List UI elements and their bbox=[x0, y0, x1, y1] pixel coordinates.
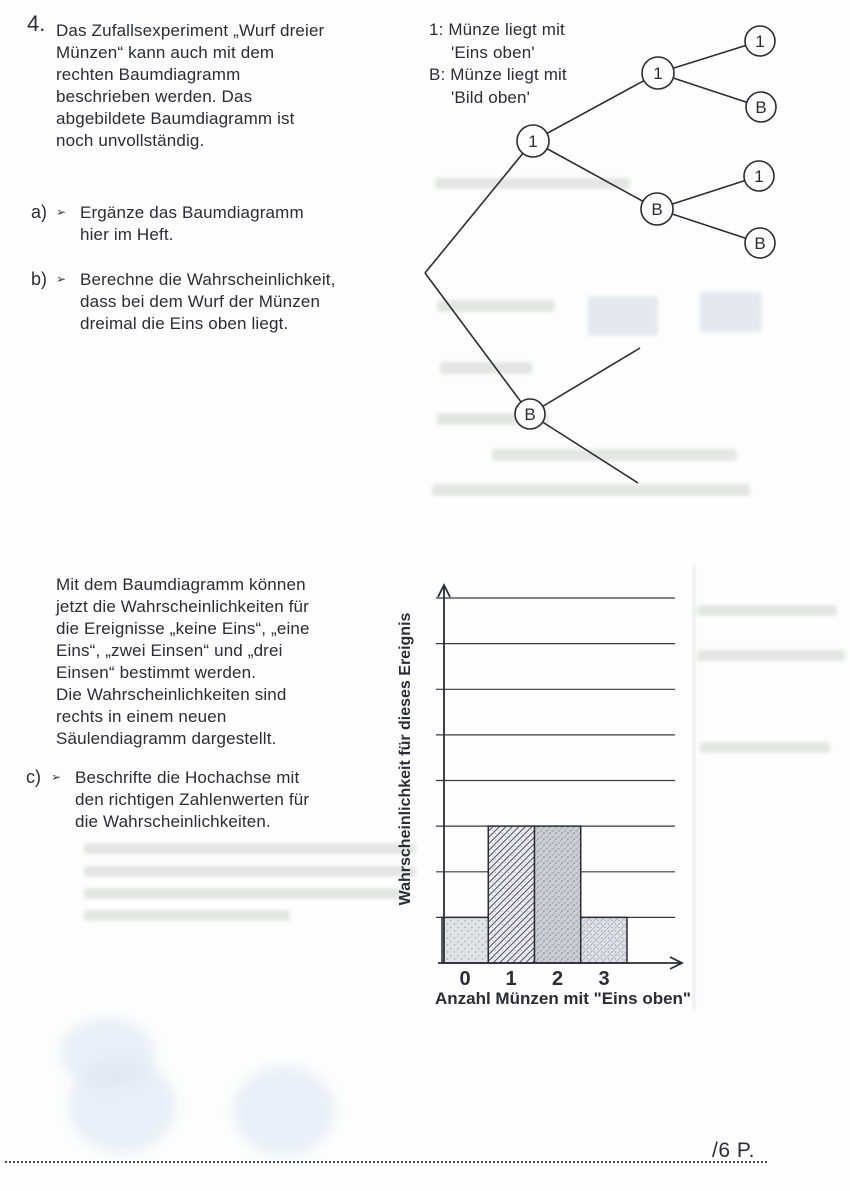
x-tick-label: 0 bbox=[459, 968, 471, 990]
tree-branches bbox=[425, 41, 764, 483]
middle-line: die Ereignisse „keine Eins“, „eine bbox=[56, 619, 310, 638]
tree-node-label: 1 bbox=[653, 64, 663, 83]
intro-line: beschrieben werden. Das bbox=[56, 87, 253, 106]
task-number: 4. bbox=[27, 11, 46, 36]
part-b-label: b) bbox=[31, 269, 48, 289]
tree-node-label: 1 bbox=[528, 132, 538, 151]
bleedthrough-artifact bbox=[84, 843, 416, 854]
intro-line: abgebildete Baumdiagramm ist bbox=[56, 109, 295, 128]
middle-line: Einsen“ bestimmt werden. bbox=[56, 663, 257, 682]
middle-line: Die Wahrscheinlichkeiten sind bbox=[56, 685, 287, 704]
bleedthrough-artifact bbox=[84, 866, 416, 877]
part-c bbox=[26, 767, 309, 833]
part-b bbox=[31, 269, 336, 335]
x-tick-labels bbox=[459, 968, 609, 990]
arrow-bullet-icon: ➢ bbox=[56, 272, 67, 286]
tree-node-label: B bbox=[524, 405, 536, 424]
y-axis-label: Wahrscheinlichkeit für dieses Ereignis bbox=[397, 612, 414, 906]
legend-line: 'Bild oben' bbox=[451, 87, 531, 107]
part-c-line: den richtigen Zahlenwerten für bbox=[75, 790, 310, 809]
middle-paragraph bbox=[56, 574, 310, 750]
middle-line: jetzt die Wahrscheinlichkeiten für bbox=[56, 597, 309, 616]
bleedthrough-artifact bbox=[700, 742, 830, 753]
middle-line: Eins“, „zwei Einsen“ und „drei bbox=[56, 641, 283, 660]
intro-line: rechten Baumdiagramm bbox=[56, 65, 241, 84]
bar-chart bbox=[390, 572, 700, 1012]
bar-1-coin bbox=[488, 826, 534, 963]
bar-2-coins bbox=[535, 826, 581, 963]
x-axis-label: Anzahl Münzen mit "Eins oben" bbox=[434, 989, 692, 1008]
points-label: /6 P. bbox=[712, 1139, 755, 1162]
middle-line: rechts in einem neuen bbox=[56, 707, 227, 726]
part-a bbox=[31, 202, 304, 246]
middle-line: Säulendiagramm dargestellt. bbox=[56, 729, 277, 748]
arrow-bullet-icon: ➢ bbox=[56, 205, 67, 219]
chart-bars bbox=[442, 826, 627, 963]
bleedthrough-artifact bbox=[697, 605, 837, 616]
bleedthrough-artifact bbox=[84, 888, 402, 899]
intro-line: Münzen“ kann auch mit dem bbox=[56, 43, 275, 62]
task-intro bbox=[56, 20, 324, 152]
x-tick-label: 2 bbox=[551, 968, 564, 990]
legend-line: 1: Münze liegt mit bbox=[429, 20, 565, 39]
part-c-line: die Wahrscheinlichkeiten. bbox=[75, 812, 271, 831]
part-a-line: hier im Heft. bbox=[80, 225, 174, 244]
legend-line: 'Eins oben' bbox=[451, 42, 535, 62]
scan-smudge bbox=[233, 1066, 335, 1156]
tree-diagram bbox=[396, 10, 812, 502]
intro-line: noch unvollständig. bbox=[56, 131, 205, 150]
part-c-text bbox=[75, 767, 309, 833]
scan-smudge bbox=[68, 1058, 176, 1153]
tree-node-label: B bbox=[651, 200, 663, 219]
part-b-line: dreimal die Eins oben liegt. bbox=[80, 314, 289, 333]
part-b-line: Berechne die Wahrscheinlichkeit, bbox=[80, 270, 336, 289]
tree-node-circles bbox=[515, 26, 776, 429]
footer-dotted-line bbox=[5, 1161, 767, 1163]
tree-node-label: B bbox=[754, 234, 766, 253]
unfinished-branch-stub bbox=[530, 348, 640, 414]
unfinished-branch-stub bbox=[530, 414, 638, 483]
tree-node-labels bbox=[524, 32, 766, 424]
bar-0-coins bbox=[442, 917, 488, 963]
arrow-bullet-icon: ➢ bbox=[51, 770, 62, 784]
part-c-line: Beschrifte die Hochachse mit bbox=[75, 768, 300, 787]
part-a-label: a) bbox=[31, 202, 48, 222]
middle-line: Mit dem Baumdiagramm können bbox=[56, 575, 306, 594]
part-a-text bbox=[80, 202, 304, 246]
part-b-line: dass bei dem Wurf der Münzen bbox=[80, 292, 321, 311]
intro-line: Das Zufallsexperiment „Wurf dreier bbox=[56, 21, 325, 40]
bleedthrough-artifact bbox=[84, 910, 290, 921]
tree-node-label: B bbox=[755, 98, 767, 117]
bleedthrough-artifact bbox=[697, 650, 845, 661]
bar-3-coins bbox=[581, 917, 627, 963]
x-tick-label: 3 bbox=[598, 968, 610, 990]
x-tick-label: 1 bbox=[505, 968, 517, 990]
part-a-line: Ergänze das Baumdiagramm bbox=[80, 203, 304, 222]
tree-node-label: 1 bbox=[754, 167, 764, 186]
tree-node-label: 1 bbox=[755, 32, 765, 51]
part-c-label: c) bbox=[26, 767, 41, 787]
part-b-text bbox=[80, 269, 336, 335]
legend-line: B: Münze liegt mit bbox=[429, 65, 567, 84]
